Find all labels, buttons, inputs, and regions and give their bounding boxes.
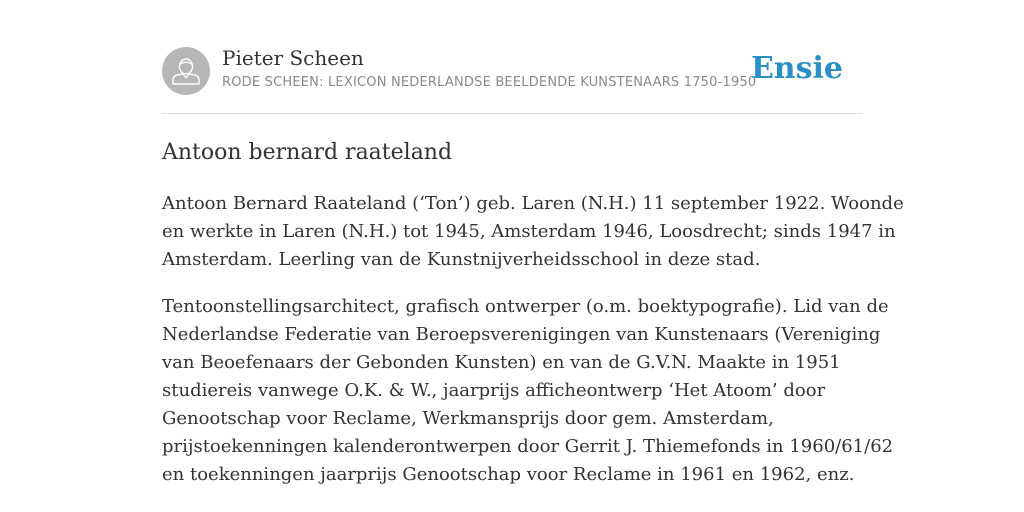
text-line: Genootschap voor Reclame, Werkmansprijs door gem. Amsterdam,	[162, 408, 774, 429]
text-line: Tentoonstellingsarchitect, grafisch ontwerper (o.m. boektypografie). Lid van de	[162, 296, 889, 317]
paragraph	[162, 190, 904, 274]
header-divider	[162, 113, 862, 114]
text-line: en toekenningen jaarprijs Genootschap voor Reclame in 1961 en 1962, enz.	[162, 464, 855, 485]
source-title[interactable]: RODE SCHEEN: LEXICON NEDERLANDSE BEELDENDE KUNSTENAARS 1750-1950	[222, 75, 757, 90]
user-silhouette-icon	[162, 47, 210, 95]
text-line: en werkte in Laren (N.H.) tot 1945, Amsterdam 1946, Loosdrecht; sinds 1947 in	[162, 221, 896, 242]
paragraph	[162, 293, 894, 489]
text-line: Nederlandse Federatie van Beroepsverenigingen van Kunstenaars (Vereniging	[162, 324, 881, 345]
text-line: prijstoekenningen kalenderontwerpen door Gerrit J. Thiemefonds in 1960/61/62	[162, 436, 894, 457]
article-body	[162, 190, 904, 508]
article-title: Antoon bernard raateland	[162, 140, 453, 165]
author-avatar[interactable]	[162, 47, 210, 95]
text-line: Antoon Bernard Raateland (‘Ton’) geb. Laren (N.H.) 11 september 1922. Woonde	[162, 193, 904, 214]
text-line: studiereis vanwege O.K. & W., jaarprijs afficheontwerp ‘Het Atoom’ door	[162, 380, 826, 401]
ensie-logo[interactable]: Ensie	[750, 51, 843, 86]
text-line: van Beoefenaars der Gebonden Kunsten) en van de G.V.N. Maakte in 1951	[162, 352, 841, 373]
text-line: Amsterdam. Leerling van de Kunstnijverheidsschool in deze stad.	[162, 249, 761, 270]
header	[162, 46, 862, 98]
author-name[interactable]: Pieter Scheen	[222, 46, 364, 70]
